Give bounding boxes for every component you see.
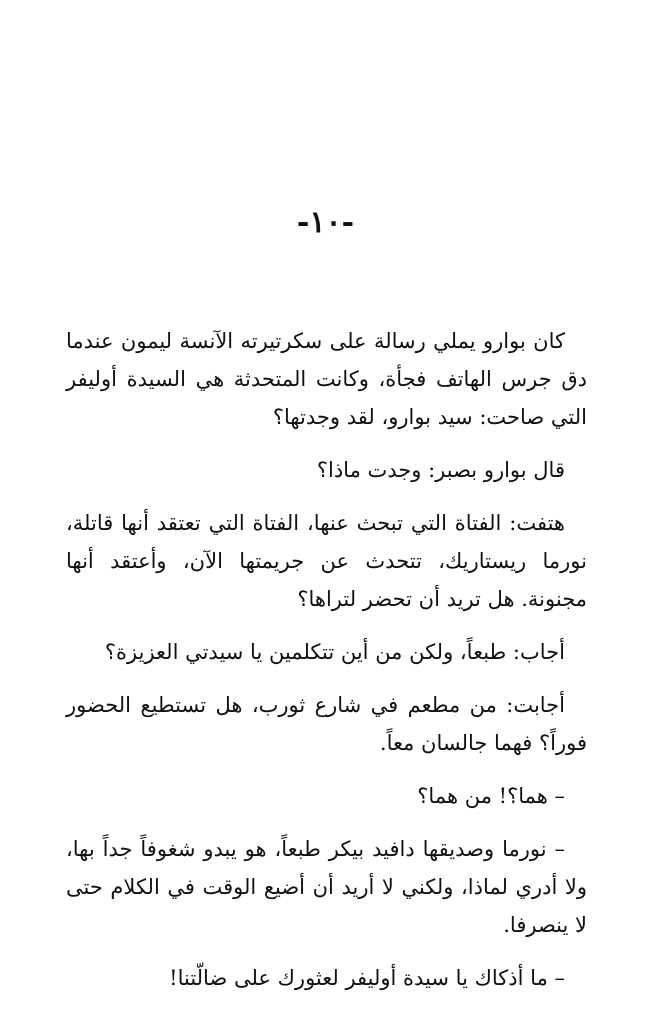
chapter-text xyxy=(66,322,587,1012)
paragraph: أجاب: طبعاً، ولكن من أين تتكلمين يا سيدتي العزيزة؟ xyxy=(104,640,565,664)
paragraph: كان بوارو يملي رسالة على سكرتيرته الآنسة ليمون عندما دق جرس الهاتف فجأة، وكانت المتحدثة هي السيدة أوليفر التي صاحت: سيد بوارو، لقد وجدتها؟ xyxy=(66,329,587,429)
dialogue-line: – ما أذكاك يا سيدة أوليفر لعثورك على ضالّتنا! xyxy=(169,966,565,990)
paragraph: قال بوارو بصبر: وجدت ماذا؟ xyxy=(316,458,565,482)
paragraph: هتفت: الفتاة التي تبحث عنها، الفتاة التي تعتقد أنها قاتلة، نورما ريستاريك، تتحدث عن جريمتها الآن، وأعتقد أنها مجنونة. هل تريد أن تحضر لتراها؟ xyxy=(66,511,587,611)
paragraph: أجابت: من مطعم في شارع ثورب، هل تستطيع الحضور فوراً؟ فهما جالسان معاً. xyxy=(66,693,587,755)
dialogue-line: – هما؟! من هما؟ xyxy=(417,784,565,808)
dialogue-line: – نورما وصديقها دافيد بيكر طبعاً، هو يبدو شغوفاً جداً بها، ولا أدري لماذا، ولكني لا أريد أن أضيع الوقت في الكلام حتى لا ينصرفا. xyxy=(66,837,587,937)
chapter-number: -١٠- xyxy=(296,205,355,240)
